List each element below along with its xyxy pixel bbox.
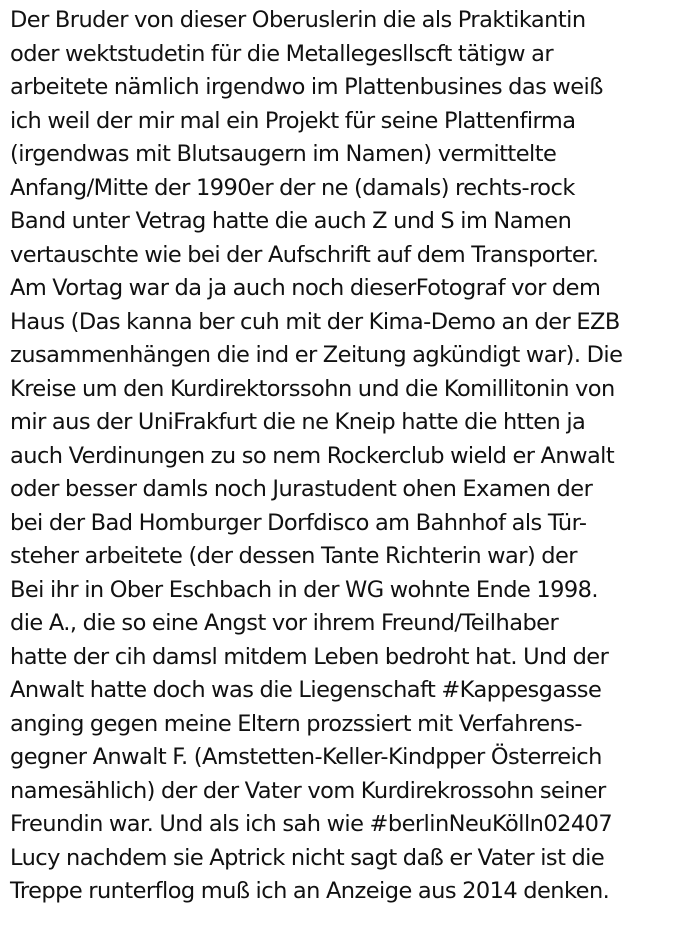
text-line-16: bei der Bad Homburger Dorfdisco am Bahnhof als Tür-: [10, 509, 587, 536]
text-line-27: Treppe runterflog muß ich an Anzeige aus 2014 denken.: [10, 878, 610, 904]
text-line-8: vertauschte wie bei der Aufschrift auf dem Transporter.: [10, 241, 599, 268]
text-line-21: Anwalt hatte doch was die Liegenschaft #Kappesgasse: [10, 677, 602, 703]
text-line-25: Freundin war. Und als ich sah wie #berlinNeuKölln02407: [10, 811, 613, 837]
text-line-11: zusammenhängen die ind er Zeitung agkündigt war). Die: [10, 342, 623, 368]
text-line-20: hatte der cih damsl mitdem Leben bedroht hat. Und der: [10, 643, 609, 670]
text-line-26: Lucy nachdem sie Aptrick nicht sagt daß er Vater ist die: [10, 844, 605, 871]
text-line-15: oder besser damls noch Jurastudent ohen Examen der: [10, 476, 593, 502]
text-line-1: Der Bruder von dieser Oberuslerin die als Praktikantin: [10, 7, 586, 33]
text-line-14: auch Verdinungen zu so nem Rockerclub wield er Anwalt: [10, 442, 615, 469]
text-line-13: mir aus der UniFrakfurt die ne Kneip hatte die htten ja: [10, 409, 586, 435]
text-line-18: Bei ihr in Ober Eschbach in der WG wohnte Ende 1998.: [10, 576, 599, 603]
text-line-7: Band unter Vetrag hatte die auch Z und S im Namen: [10, 208, 572, 234]
text-line-9: Am Vortag war da ja auch noch dieserFotograf vor dem: [10, 275, 601, 301]
text-line-24: namesählich) der der Vater vom Kurdirekrossohn seiner: [10, 777, 606, 804]
text-line-5: (irgendwas mit Blutsaugern im Namen) vermittelte: [10, 141, 557, 167]
text-line-22: anging gegen meine Eltern prozssiert mit Verfahrens-: [10, 710, 582, 737]
document-text-block: [10, 4, 682, 909]
text-line-19: die A., die so eine Angst vor ihrem Freund/Teilhaber: [10, 610, 559, 636]
text-line-17: steher arbeitete (der dessen Tante Richterin war) der: [10, 543, 577, 569]
text-line-2: oder wektstudetin für die Metallegesllscft tätigw ar: [10, 40, 554, 67]
text-line-4: ich weil der mir mal ein Projekt für seine Plattenfirma: [10, 107, 576, 134]
text-line-6: Anfang/Mitte der 1990er der ne (damals) rechts-rock: [10, 174, 575, 201]
text-line-12: Kreise um den Kurdirektorssohn und die Komillitonin von: [10, 375, 615, 402]
text-line-10: Haus (Das kanna ber cuh mit der Kima-Demo an der EZB: [10, 308, 620, 335]
text-line-3: arbeitete nämlich irgendwo im Plattenbusines das weiß: [10, 74, 603, 100]
text-line-23: gegner Anwalt F. (Amstetten-Keller-Kindpper Österreich: [10, 744, 602, 770]
